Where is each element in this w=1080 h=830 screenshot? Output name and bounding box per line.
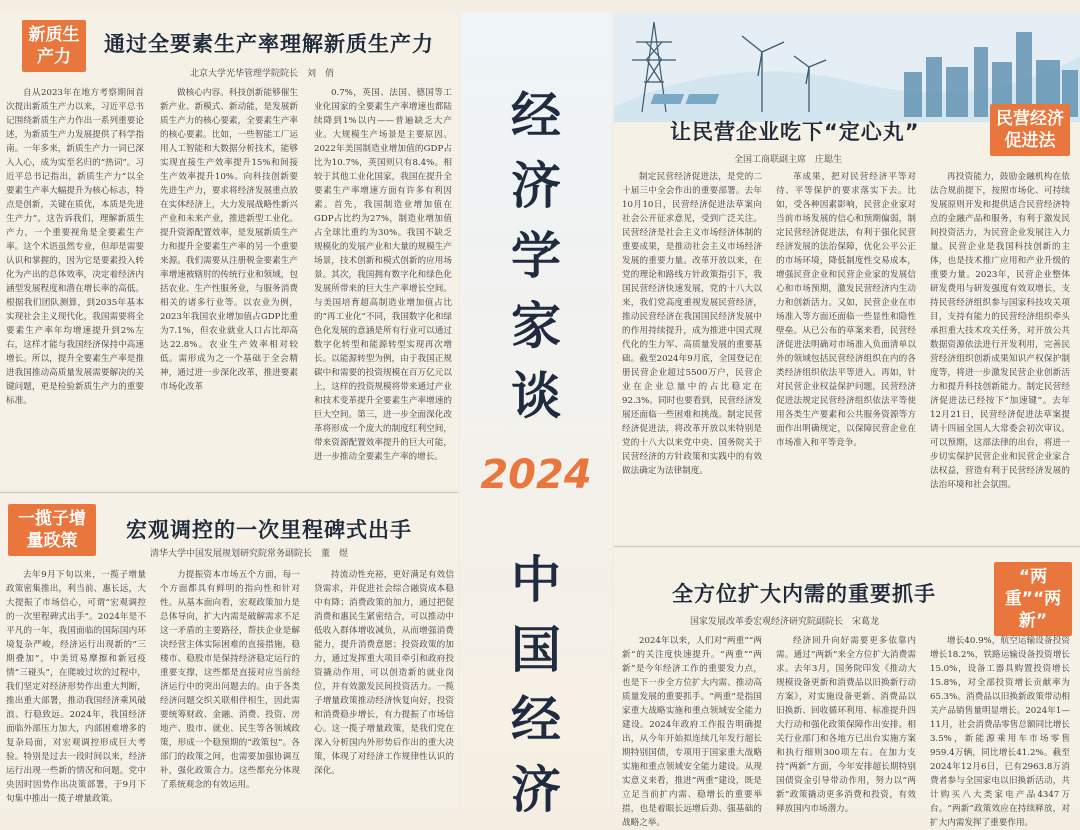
divider xyxy=(614,546,1080,547)
article-title: 让民营企业吃下“定心丸” xyxy=(670,120,920,144)
divider xyxy=(0,492,458,493)
article-byline: 国家发展改革委宏观经济研究院副院长 宋葛龙 xyxy=(690,617,880,627)
article-column: 2024年以来，人们对“两重”“两新”的关注度快速提升。“两重”“两新”是今年经济工作的重要发力点，也是下一步全方位扩大内需、推动高质量发展的重要抓手。“两重”是指国家重大战略实施和重点领域安全能力建设。2024年政府工作报告明确提出，从今年开始拟连续几年发行超长期特别国债，专项用于国家重大战略实施和重点领域安全能力建设。从现实意义来看，推进“两重”建设，既是立足当前扩内需、稳增长的重要举措，也是着眼长远增后劲、强基础的战略之举。 xyxy=(622,636,762,828)
masthead-char: 学 xyxy=(511,227,561,285)
article-column: 去年9月下旬以来，一揽子增量政策密集推出，利当前、惠长远，大大提振了市场信心，可谓“宏观调控的一次里程碑式出手”。2024年是不平凡的一年，我国面临的国际国内环境复杂严峻，经济运行出现新的“三期叠加”，中美贸易摩擦和新冠疫情“三碰头”，在爬坡过坎的过程中，我们坚定对经济形势作出重大判断，推出重大部署，推动我国经济乘风破浪、行稳致远。2024年，我国经济面临外部压力加大，内部困难增多的复杂局面，对宏观调控形成巨大考验。特别是过去一段时间以来，经济运行出现一些新的情况和问题。党中央因时因势作出决策部署，于9月下旬集中推出一揽子增量政策。 xyxy=(6,570,146,804)
article-title: 宏观调控的一次里程碑式出手 xyxy=(126,518,412,542)
article-title: 通过全要素生产率理解新质生产力 xyxy=(104,32,434,56)
section-tag: 新质生产力 xyxy=(22,20,86,72)
article-column: 制定民营经济促进法，是党的二十届三中全会作出的重要部署。去年10月10日，民营经济促进法草案向社会公开征求意见，受到广泛关注。民营经济是社会主义市场经济体制的重要成果，是推动社会主义市场经济发展的重要力量。改革开放以来，在党的理论和路线方针政策指引下，我国民营经济快速发展，党的十八大以来，我们党高度重视发展民营经济，推动民营经济在我国国民经济发展中的作用持续提升，成为推进中国式现代化的生力军、高质量发展的重要基础。截至2024年9月底，全国登记在册民营企业超过5500万户，民营企业在企业总量中的占比稳定在92.3%。同时也要看到，民营经济发展还面临一些困难和挑战。制定民营经济促进法，将改革开放以来特别是党的十八大以来党中央、国务院关于民营经济的方针政策和实践中的有效做法确定为法律制度。 xyxy=(622,172,762,476)
masthead-year: 2024 xyxy=(480,452,592,498)
masthead-char: 中 xyxy=(511,551,561,609)
article-panel-private-economy xyxy=(614,12,1080,544)
masthead-char: 经 xyxy=(511,691,561,749)
article-column: 增长40.9%，航空运输设备投资增长18.2%，铁路运输设备投资增长15.0%，设备工器具购置投资增长15.8%，对全部投资增长贡献率为65.3%。消费品以旧换新政策带动相关产品销售量明显增长。2024年1—11月，社会消费品零售总额同比增长3.5%，新能源乘用车市场零售959.4万辆，同比增长41.2%。截至2024年12月6日，已有2963.8万消费者参与全国家电以旧换新活动，共计购买八大类家电产品4347万台。“两新”政策效应在持续释放，对扩大内需发挥了重要作用。 xyxy=(930,636,1070,828)
article-column: 自从2023年在地方考察期间首次提出新质生产力以来，习近平总书记围绕新质生产力作出一系列重要论述，为新质生产力发展提供了科学指南。一年多来，新质生产力一词已深入人心，成为实至名归的“热词”。习近平总书记指出，新质生产力“以全要素生产率大幅提升为核心标志，特点是创新，关键在质优，本质是先进生产力”。这告诉我们，理解新质生产力，一个重要视角是全要素生产率。这个术语虽然专业，但却是需要认识和掌握的，因为它是要素投入转化为产出的总体效率，决定着经济内涵型发展程度和潜在增长率的高低。根据我们团队测算，到2035年基本实现社会主义现代化，我国需要将全要素生产率年均增速提升到2%左右，这样才能与我国经济保持中高速增长。所以，提升全要素生产率是推进我国推动高质量发展需要解决的关键问题，更是检验新质生产力的重要标准。 xyxy=(6,88,144,406)
masthead-char: 家 xyxy=(511,297,561,355)
masthead-char: 谈 xyxy=(511,367,561,425)
article-column: 再投资能力，鼓励金融机构在依法合规前提下，按照市场化、可持续发展原则开发和提供适合民营经济特点的金融产品和服务，有利于激发民间投资活力，为民营企业发展注入力量。民营企业是我国科技创新的主体，也是技术推广应用和产业升级的重要力量。2023年，民营企业整体研发费用与研发强度有效双增长，支持民营经济组织参与国家科技攻关项目，支持有能力的民营经济组织牵头承担重大技术攻关任务，对开放公共数据资源依法进行开发利用，完善民营经济组织创新成果知识产权保护制度等，将进一步激发民营企业创新活力和提升科技创新能力。制定民营经济促进法已经按下“加速键”。去年12月21日，民营经济促进法草案提请十四届全国人大常委会初次审议。可以预期，这部法律的出台，将进一步切实保护民营企业和民营企业家合法权益，营造有利于民营经济发展的法治环境和社会氛围。 xyxy=(930,172,1070,490)
masthead-char: 国 xyxy=(511,621,561,679)
article-column: 经济回升向好需要更多依靠内需。通过“两新”来全方位扩大消费需求。去年3月，国务院印发《推动大规模设备更新和消费品以旧换新行动方案》，对实施设备更新、消费品以旧换新、回收循环利用、标准提升四大行动和强化政策保障作出安排。相关行业部门和各地方已出台实施方案和执行细则300项左右。在加力支持“两新”方面，今年安排超长期特别国债资金引导带动作用，努力以“两新”政策撬动更多消费和投资，有效释放国内市场潜力。 xyxy=(776,636,916,814)
masthead-char: 济 xyxy=(511,761,561,819)
article-panel-macro xyxy=(0,494,458,808)
masthead-char: 经 xyxy=(511,87,561,145)
article-column: 力提振资本市场五个方面，每一个方面都具有鲜明的指向性和针对性。从基本面向看，宏观政策加力是总体导向，扩大内需是破解需求不足这一矛盾的主要路径，帮扶企业是解决经营主体实际困难的直接措施，稳楼市、稳股市是保持经济稳定运行的重要支撑，这些都是直接对应当前经济运行中的突出问题去的。由于各类经济问题交织关联相伴相生，因此需要统筹财政、金融、消费、投资、房地产、股市、就业、民生等各领域政策，形成一个稳预期的“政策包”。各部门的政策之间，也需要加强协调互补，强化政策合力。这些都充分体现了系统观念的有效运用。 xyxy=(160,570,300,790)
masthead xyxy=(460,12,612,819)
section-tag: “两重”“两新” xyxy=(994,562,1072,636)
article-byline: 北京大学光华管理学院院长 刘 俏 xyxy=(190,69,335,79)
article-column: 持流动性充裕，更好满足有效信贷需求，并促进社会综合融资成本稳中有降；消费政策的加力，通过把促消费和惠民生紧密结合，可以推动中低收入群体增收减负，从而增强消费能力，提升消费意愿；投资政策的加力，通过发挥重大项目牵引和政府投资撬动作用，可以创造新的就业岗位，并有效激发民间投资活力。一揽子增量政策推动经济恢复向好，投资和消费稳步增长，有力提振了市场信心。这一揽子增量政策，是我们党在深入分析国内外形势后作出的重大决策，体现了对经济工作规律性认识的深化。 xyxy=(314,570,454,776)
masthead-char: 济 xyxy=(511,157,561,215)
article-panel-domestic-demand xyxy=(614,548,1080,828)
article-byline: 全国工商联副主席 庄聪生 xyxy=(734,155,843,165)
article-column: 做核心内容。科技创新能够催生新产业、新模式、新动能，是发展新质生产力的核心要素，全要素生产率的核心要素。比如，一些智能工厂运用人工智能和大数据分析技术，能够实现直接生产效率提升15%和间接生产效率提升10%。向科技创新要先进生产力，要求将经济发展重点放在实体经济上，大力发展战略性新兴产业和未来产业，推进新型工业化。提升资源配置效率，是发展新质生产力和提升全要素生产率的另一个重要来源。我们需要从注册税金要素生产率增速被辖肘的传统行业和领域，包括农业、生产性服务业，与服务消费相关的诸多行业等。以农业为例，2023年我国农业增加值占GDP比重为7.1%，但农业就业人口占比却高达22.8%。农业生产效率相对较低。需形成为之一个基础于全会精神，通过进一步深化改革，推进要素市场化改革 xyxy=(160,88,298,392)
article-panel-productivity xyxy=(0,12,458,490)
article-byline: 清华大学中国发展规划研究院常务副院长 董 煜 xyxy=(150,549,349,559)
section-tag: 民营经济促进法 xyxy=(990,104,1070,156)
article-column: 0.7%，英国、法国、德国等工业化国家的全要素生产率增速也都陆续降到1%以内——普遍缺乏大产业。大规模生产场景是主要原因。2022年美国制造业增加值的GDP占比为10.7%，英国则只有8.4%。相较于其他工业化国家，我国在提升全要素生产率增速方面有许多有利因素。首先，我国制造业增加值在GDP占比约为27%，制造业增加值占全球比重约为30%。我国不缺乏规模化的发展产业和大量的规模生产场景，技术创新和模式创新的应用场景。其次，我国拥有数字化和绿色化发展所带来的巨大生产率增长空间。与美国培育超高制造业增加值占比的“再工业化”不同，我国数字化和绿色化发展的意涵是所有行业可以通过数字化转型和能源转型实现再次增长。以能源转型为例，由于我国正规碳中和需要的投资规模在百万亿元以上，这样的投资规模将带来通过产业和技术变革提升全要素生产率增速的巨大空间。第三，进一步全面深化改革将形成一个庞大的制度红利空间，带来资源配置效率提升的巨大可能，进一步推动全要素生产率的增长。 xyxy=(314,88,452,462)
article-column: 革成果，把对民营经济平等对待、平等保护的要求落实下去。比如，受各种因素影响，民营企业家对当前市场发展的信心和预期偏弱，制定民营经济促进法，有利于强化民营经济发展的法治保障，优化公平公正的市场环境，降低制度性交易成本，增强民营企业和民营企业家的发展信心和市场预期，激发民营经济内生动力和创新活力。又如，民营企业在市场准入等方面还面临一些显性和隐性壁垒。从已公布的草案来看，民营经济促进法明确对市场准入负面清单以外的领域包括民营经济组织在内的各类经济组织依法平等进入。再如，针对民营企业权益保护问题，民营经济促进法规定民营经济组织依法平等使用各类生产要素和公共服务资源等方面作出明确规定，以保障民营企业在市场准入和平等竞争。 xyxy=(776,172,916,448)
section-tag: 一揽子增量政策 xyxy=(8,504,96,556)
article-title: 全方位扩大内需的重要抓手 xyxy=(672,582,936,606)
